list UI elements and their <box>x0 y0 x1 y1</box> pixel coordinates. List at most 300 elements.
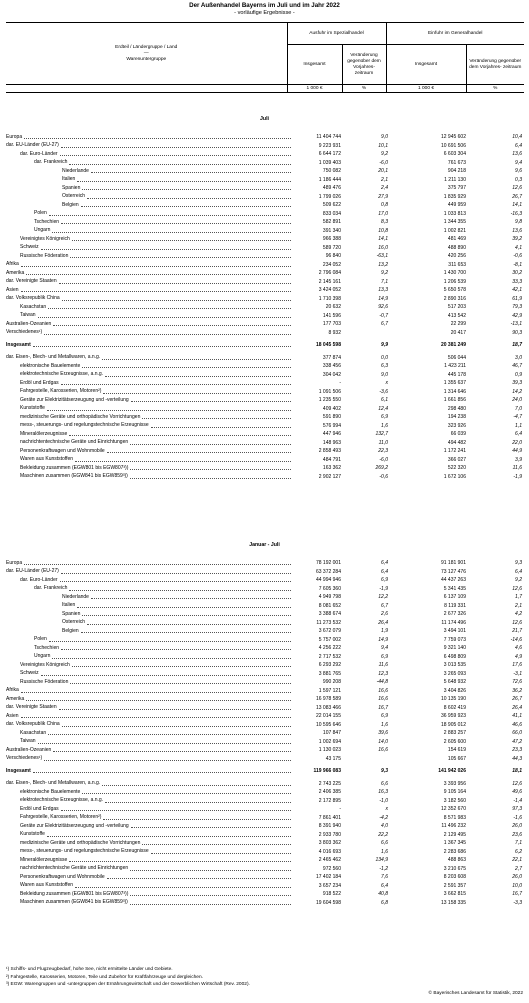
footnote-1: ¹) Schiffs- und Flugzeugbedarf, hohe See, nicht ermittelte Länder und Gebiete. <box>6 967 173 972</box>
row-label <box>6 721 292 730</box>
table-row <box>6 388 524 397</box>
cell-export-change: 10,8 <box>378 227 388 234</box>
leader-dots <box>24 135 291 139</box>
leader-dots <box>53 748 291 752</box>
page-title: Der Außenhandel Bayerns im Juli und im Jahr 2022 <box>189 2 340 9</box>
table-row <box>6 320 524 329</box>
row-label <box>6 235 292 244</box>
cell-import-value: 1 661 856 <box>443 397 466 403</box>
cell-import-change: 0,3 <box>515 176 522 183</box>
row-label-text: elektrotechnische Erzeugnisse, a.n.g. <box>20 797 104 804</box>
table-row <box>6 593 524 602</box>
cell-import-value: 73 127 476 <box>440 568 466 575</box>
cell-export-change: 6,3 <box>381 363 388 369</box>
leader-dots <box>62 297 291 301</box>
table-row <box>6 184 524 193</box>
row-label-text: dar. Frankreich <box>34 585 68 592</box>
cell-import-change: 23,3 <box>512 747 522 753</box>
cell-import-change: -0,6 <box>513 253 522 259</box>
row-label <box>6 712 292 721</box>
cell-export-change: 92,6 <box>378 304 388 310</box>
row-label-text: Niederlande <box>62 167 89 174</box>
row-label-text: Asien <box>6 286 19 293</box>
cell-import-value: 12 945 602 <box>440 134 466 140</box>
row-label <box>6 405 292 414</box>
cell-export-change: 4,0 <box>381 823 388 829</box>
section-title-july: Juli <box>260 116 269 122</box>
cell-export-change: -0,7 <box>379 312 388 319</box>
cell-export-value: 1 710 398 <box>318 295 341 302</box>
cell-export-change: 13,2 <box>378 261 388 268</box>
leader-dots <box>77 178 291 182</box>
row-label <box>6 559 292 568</box>
header-col-label: Erdteil / Ländergruppe / Land <box>115 44 178 50</box>
cell-export-value: 2 145 161 <box>318 278 341 285</box>
row-label <box>6 303 292 312</box>
cell-export-change: 22,2 <box>378 831 388 838</box>
row-label-text: dar. EU-Länder (EU-27) <box>6 142 59 149</box>
cell-import-change: -3,3 <box>513 899 522 906</box>
table-row <box>6 159 524 168</box>
row-label <box>6 687 292 696</box>
cell-import-change: 46,6 <box>512 721 522 728</box>
cell-import-change: 10,0 <box>512 882 522 889</box>
row-label-text: Vereinigtes Königreich <box>20 661 70 668</box>
cell-import-change: -16,3 <box>510 210 522 217</box>
row-label <box>6 704 292 713</box>
table-row <box>6 653 524 662</box>
cell-export-value: 304 042 <box>322 371 341 378</box>
table-row <box>6 767 524 776</box>
table-row <box>6 602 524 611</box>
cell-export-change: 9,4 <box>381 645 388 651</box>
cell-import-change: 3,0 <box>515 354 522 361</box>
row-label <box>6 619 292 628</box>
cell-export-change: -44,8 <box>376 679 388 685</box>
leader-dots <box>75 884 291 888</box>
cell-export-value: 3 657 234 <box>318 882 341 889</box>
cell-import-value: 449 959 <box>447 202 466 208</box>
cell-import-value: 2 677 326 <box>443 611 466 617</box>
header-unit-import-pct: % <box>466 85 524 93</box>
table-row <box>6 831 524 840</box>
row-label <box>6 899 292 908</box>
header-unit-blank <box>6 85 287 93</box>
row-label <box>6 767 292 776</box>
table-row <box>6 780 524 789</box>
cell-export-change: 9,3 <box>381 768 388 774</box>
row-label <box>6 159 292 168</box>
cell-import-change: 9,6 <box>515 168 522 174</box>
row-label-text: dar. Eisen-, Blech- und Metallwaren, a.n.g. <box>6 354 101 361</box>
row-label-text: Ungarn <box>34 653 51 660</box>
cell-import-value: 1 002 821 <box>443 227 466 234</box>
row-label-text: Verschiedenes¹) <box>6 329 43 336</box>
row-label <box>6 413 292 422</box>
cell-export-change: 12,3 <box>378 670 388 677</box>
cell-import-value: 904 218 <box>447 168 466 174</box>
table-row <box>6 235 524 244</box>
row-label-text: Italien <box>62 602 76 609</box>
table-row <box>6 610 524 619</box>
cell-import-change: 39,2 <box>512 236 522 242</box>
row-label-text: Vereinigtes Königreich <box>20 235 70 242</box>
row-label <box>6 882 292 891</box>
row-label-text: Spanien <box>62 610 81 617</box>
leader-dots <box>49 638 291 642</box>
cell-export-change: 39,6 <box>378 730 388 736</box>
row-label-text: mess-, steuerungs- und regelungstechnische Erzeugnisse <box>20 422 149 429</box>
table-row <box>6 422 524 431</box>
cell-export-value: 17 402 184 <box>315 874 341 880</box>
row-label <box>6 653 292 662</box>
cell-import-change: 26,7 <box>512 193 522 200</box>
table-row <box>6 899 524 908</box>
cell-import-change: 46,7 <box>512 363 522 369</box>
cell-import-value: 375 797 <box>447 185 466 191</box>
cell-export-value: 5 757 002 <box>318 636 341 643</box>
leader-dots <box>107 875 291 879</box>
table-row <box>6 405 524 414</box>
copyright: © Bayerisches Landesamt für Statistik, 2022 <box>428 991 523 996</box>
cell-import-change: -4,7 <box>513 414 522 420</box>
cell-export-change: 6,7 <box>381 321 388 327</box>
leader-dots <box>69 858 291 862</box>
row-label <box>6 193 292 202</box>
table-row <box>6 362 524 371</box>
cell-import-change: 21,7 <box>512 628 522 634</box>
row-label-text: Waren aus Kunststoffen <box>20 456 74 463</box>
leader-dots <box>26 697 291 701</box>
cell-import-value: 2 883 257 <box>443 730 466 736</box>
cell-import-value: 6 137 109 <box>443 594 466 600</box>
cell-export-change: 11,6 <box>378 662 388 668</box>
leader-dots <box>151 424 291 428</box>
cell-import-change: -8,1 <box>513 261 522 268</box>
cell-export-value: 3 672 079 <box>318 628 341 634</box>
row-label-text: Personenkraftwagen und Wohnmobile <box>20 873 105 880</box>
cell-export-change <box>342 755 388 764</box>
row-label-text: dar. Vereinigte Staaten <box>6 278 57 285</box>
cell-export-change: 6,9 <box>381 577 388 583</box>
cell-import-value: 11 496 232 <box>441 823 466 829</box>
leader-dots <box>61 807 291 811</box>
cell-import-value: 494 482 <box>447 439 466 446</box>
leader-dots <box>142 841 291 845</box>
cell-import-change: 18,7 <box>512 342 522 348</box>
cell-export-value: 6 644 172 <box>318 151 341 157</box>
row-label <box>6 133 292 142</box>
leader-dots <box>69 587 291 591</box>
table-row <box>6 473 524 482</box>
table-row <box>6 201 524 210</box>
cell-export-change: 7,1 <box>381 278 388 285</box>
row-label-text: dar. Volksrepublik China <box>6 295 60 302</box>
leader-dots <box>131 824 291 828</box>
row-label <box>6 644 292 653</box>
row-label-text: Geräte zur Elektrizitätserzeugung und -verteilung <box>20 822 129 829</box>
cell-import-change: 61,9 <box>512 295 522 302</box>
cell-export-value: 391 340 <box>322 227 341 234</box>
table-row <box>6 176 524 185</box>
cell-import-change: 7,0 <box>515 405 522 412</box>
table-row <box>6 678 524 687</box>
row-label <box>6 329 292 338</box>
cell-export-change: 14,9 <box>378 636 388 643</box>
cell-import-change: 9,3 <box>515 560 522 566</box>
row-label <box>6 814 292 823</box>
leader-dots <box>38 314 291 318</box>
row-label-text: Taiwan <box>20 312 36 319</box>
leader-dots <box>60 152 291 156</box>
cell-export-value: 377 874 <box>322 354 341 361</box>
cell-import-value: 10 691 506 <box>440 142 466 149</box>
row-label <box>6 755 292 764</box>
row-label <box>6 831 292 840</box>
cell-import-value: 3 494 101 <box>443 628 466 634</box>
cell-export-value: 576 994 <box>322 422 341 429</box>
cell-export-value: 2 902 127 <box>318 473 341 480</box>
row-label-text: Taiwan <box>20 738 36 745</box>
cell-export-change: 6,6 <box>381 840 388 846</box>
cell-import-change: 14,2 <box>512 388 522 395</box>
cell-import-change: 41,1 <box>512 713 522 719</box>
row-label <box>6 805 292 814</box>
cell-export-value: 589 720 <box>322 244 341 251</box>
row-label <box>6 585 292 594</box>
cell-export-change: 9,0 <box>381 371 388 378</box>
cell-export-change: 2,1 <box>381 176 388 183</box>
leader-dots <box>107 449 291 453</box>
leader-dots <box>105 373 291 377</box>
leader-dots <box>91 595 291 599</box>
cell-import-change: 13,6 <box>512 151 522 157</box>
cell-export-change: 6,6 <box>381 780 388 787</box>
cell-export-value: - <box>339 380 341 386</box>
cell-export-value: 3 881 765 <box>318 670 341 677</box>
leader-dots <box>47 407 291 411</box>
cell-import-change: -1,6 <box>513 814 522 821</box>
cell-export-change: 9,2 <box>381 270 388 276</box>
cell-import-change: 36,2 <box>512 687 522 694</box>
header-col-label-sub: Warenuntergruppe <box>126 56 167 62</box>
row-label <box>6 856 292 865</box>
cell-export-change: 16,3 <box>378 789 388 795</box>
table-row <box>6 303 524 312</box>
header-export-change: Veränderung gegenüber dem Vorjahres- zeitraum <box>342 45 386 85</box>
cell-import-value: 3 210 675 <box>443 865 466 872</box>
cell-export-value: 8 081 652 <box>318 602 341 609</box>
table-row <box>6 814 524 823</box>
cell-export-value: 3 424 052 <box>318 287 341 293</box>
cell-import-change: 12,6 <box>512 585 522 592</box>
cell-import-change: 4,2 <box>515 611 522 617</box>
cell-import-change: 24,0 <box>512 397 522 403</box>
footnotes <box>6 966 524 989</box>
cell-import-change: 4,1 <box>515 244 522 251</box>
cell-import-change: 47,2 <box>512 738 522 745</box>
leader-dots <box>87 621 291 625</box>
table-row <box>6 133 524 142</box>
cell-export-change: 6,9 <box>381 414 388 420</box>
cell-export-change: 17,0 <box>378 210 388 217</box>
leader-dots <box>52 229 291 233</box>
cell-export-change: 16,7 <box>378 704 388 711</box>
header-col-label-dash: — <box>143 50 149 56</box>
header-import-group: Einfuhr im Generalhandel <box>386 23 524 45</box>
table-row <box>6 755 524 764</box>
cell-export-value: 489 476 <box>322 185 341 191</box>
row-label <box>6 678 292 687</box>
row-label-text: nachrichtentechnische Geräte und Einrichtungen <box>20 865 129 872</box>
leader-dots <box>49 212 291 216</box>
leader-dots <box>82 364 291 368</box>
cell-import-value: 761 673 <box>447 159 466 166</box>
leader-dots <box>53 322 291 326</box>
leader-dots <box>44 757 291 761</box>
cell-export-change: 1,6 <box>381 721 388 728</box>
cell-export-change: 6,1 <box>381 397 388 403</box>
leader-dots <box>81 629 291 633</box>
row-label <box>6 695 292 704</box>
cell-export-change: 132,7 <box>375 431 388 437</box>
cell-import-change: 97,3 <box>512 806 522 812</box>
row-label <box>6 379 292 388</box>
row-label-text: Ungarn <box>34 227 51 234</box>
table-row <box>6 822 524 831</box>
leader-dots <box>24 561 291 565</box>
cell-export-value: 2 465 462 <box>318 857 341 863</box>
cell-export-value: 96 840 <box>325 253 341 259</box>
header-import-change: Veränderung gegenüber dem Vorjahres- zeitraum <box>466 45 524 85</box>
cell-import-value: 488 863 <box>447 857 466 863</box>
cell-import-value: 6 498 809 <box>443 653 466 660</box>
table-row <box>6 439 524 448</box>
cell-export-value: 19 604 598 <box>315 899 341 906</box>
cell-export-value: 119 966 083 <box>313 768 341 774</box>
cell-export-value: 4 016 693 <box>318 848 341 855</box>
row-label-text: Afrika <box>6 261 19 268</box>
table-row <box>6 413 524 422</box>
leader-dots <box>131 398 291 402</box>
leader-dots <box>130 475 291 479</box>
cell-export-change: -1,2 <box>379 865 388 872</box>
row-label <box>6 576 292 585</box>
cell-import-change: 0,9 <box>515 371 522 378</box>
cell-export-change: 6,9 <box>381 713 388 719</box>
cell-import-value: 1 314 646 <box>443 388 466 395</box>
table-row <box>6 856 524 865</box>
cell-import-value: 10 135 190 <box>440 696 466 702</box>
row-label <box>6 439 292 448</box>
table-row <box>6 286 524 295</box>
row-label-text: medizinische Geräte und orthopädische Vorrichtungen <box>20 413 141 420</box>
cell-export-change: 7,6 <box>381 874 388 880</box>
cell-import-value: 517 203 <box>447 304 466 310</box>
leader-dots <box>41 672 291 676</box>
table-row <box>6 312 524 321</box>
table-row <box>6 341 524 350</box>
cell-import-value: 1 172 241 <box>443 448 466 454</box>
row-label-text: Bekleidung zusammen (EGW801 bis EGW807³)) <box>20 890 129 897</box>
section-title-jan-july: Januar - Juli <box>249 542 280 548</box>
cell-export-value: 9 223 931 <box>318 142 341 149</box>
cell-import-value: 8 571 983 <box>443 814 466 821</box>
row-label <box>6 312 292 321</box>
leader-dots <box>105 799 291 803</box>
cell-import-value: 7 759 073 <box>443 636 466 643</box>
table-row <box>6 193 524 202</box>
cell-export-value: 1 039 403 <box>318 159 341 166</box>
row-label-text: Spanien <box>62 184 81 191</box>
table-row <box>6 619 524 628</box>
cell-export-value: 990 208 <box>322 679 341 685</box>
cell-import-change: 11,6 <box>512 465 522 471</box>
cell-import-change: 66,0 <box>512 730 522 736</box>
table-row <box>6 142 524 151</box>
cell-import-change: 26,7 <box>512 696 522 702</box>
table-row <box>6 261 524 270</box>
cell-export-change: 11,0 <box>378 439 388 446</box>
row-label-text: Verschiedenes¹) <box>6 755 43 762</box>
row-label <box>6 670 292 679</box>
cell-import-value: 1 367 345 <box>443 840 466 846</box>
table-row <box>6 278 524 287</box>
leader-dots <box>61 646 291 650</box>
table-row <box>6 670 524 679</box>
cell-export-change: 0,8 <box>381 202 388 208</box>
cell-import-change: 12,6 <box>512 185 522 191</box>
table-row <box>6 218 524 227</box>
table-row <box>6 636 524 645</box>
leader-dots <box>82 790 291 794</box>
cell-export-value: 18 045 598 <box>315 342 341 348</box>
cell-export-value: 1 002 694 <box>318 738 341 745</box>
row-label-text: dar. Volksrepublik China <box>6 721 60 728</box>
cell-export-value: 966 388 <box>322 236 341 242</box>
leader-dots <box>61 381 291 385</box>
table-row <box>6 873 524 882</box>
cell-export-change: -1,0 <box>379 797 388 804</box>
page-subtitle: - vorläufige Ergebnisse - <box>234 10 295 16</box>
row-label <box>6 865 292 874</box>
cell-export-change: 12,2 <box>378 594 388 600</box>
cell-import-value: 11 174 496 <box>441 619 466 626</box>
cell-import-value: 506 044 <box>447 354 466 361</box>
leader-dots <box>61 144 291 148</box>
cell-export-value: 11 404 744 <box>316 134 341 140</box>
leader-dots <box>41 246 291 250</box>
cell-export-change: 27,9 <box>378 193 388 200</box>
leader-dots <box>61 570 291 574</box>
cell-import-value: 66 039 <box>450 431 466 437</box>
cell-export-change: 269,2 <box>375 465 388 471</box>
cell-export-change: 20,1 <box>378 168 388 174</box>
table-row <box>6 882 524 891</box>
cell-import-change: 9,4 <box>515 159 522 166</box>
row-label <box>6 602 292 611</box>
table-row <box>6 150 524 159</box>
leader-dots <box>48 305 291 309</box>
cell-import-value: 141 942 026 <box>438 768 466 774</box>
cell-import-change: 10,4 <box>512 134 522 140</box>
row-label <box>6 839 292 848</box>
cell-export-value: 2 858 493 <box>318 448 341 454</box>
row-label-text: Mineralölerzeugnisse <box>20 430 68 437</box>
cell-import-change: 6,2 <box>515 848 522 855</box>
leader-dots <box>142 415 291 419</box>
cell-import-value: 2 283 686 <box>443 848 466 855</box>
